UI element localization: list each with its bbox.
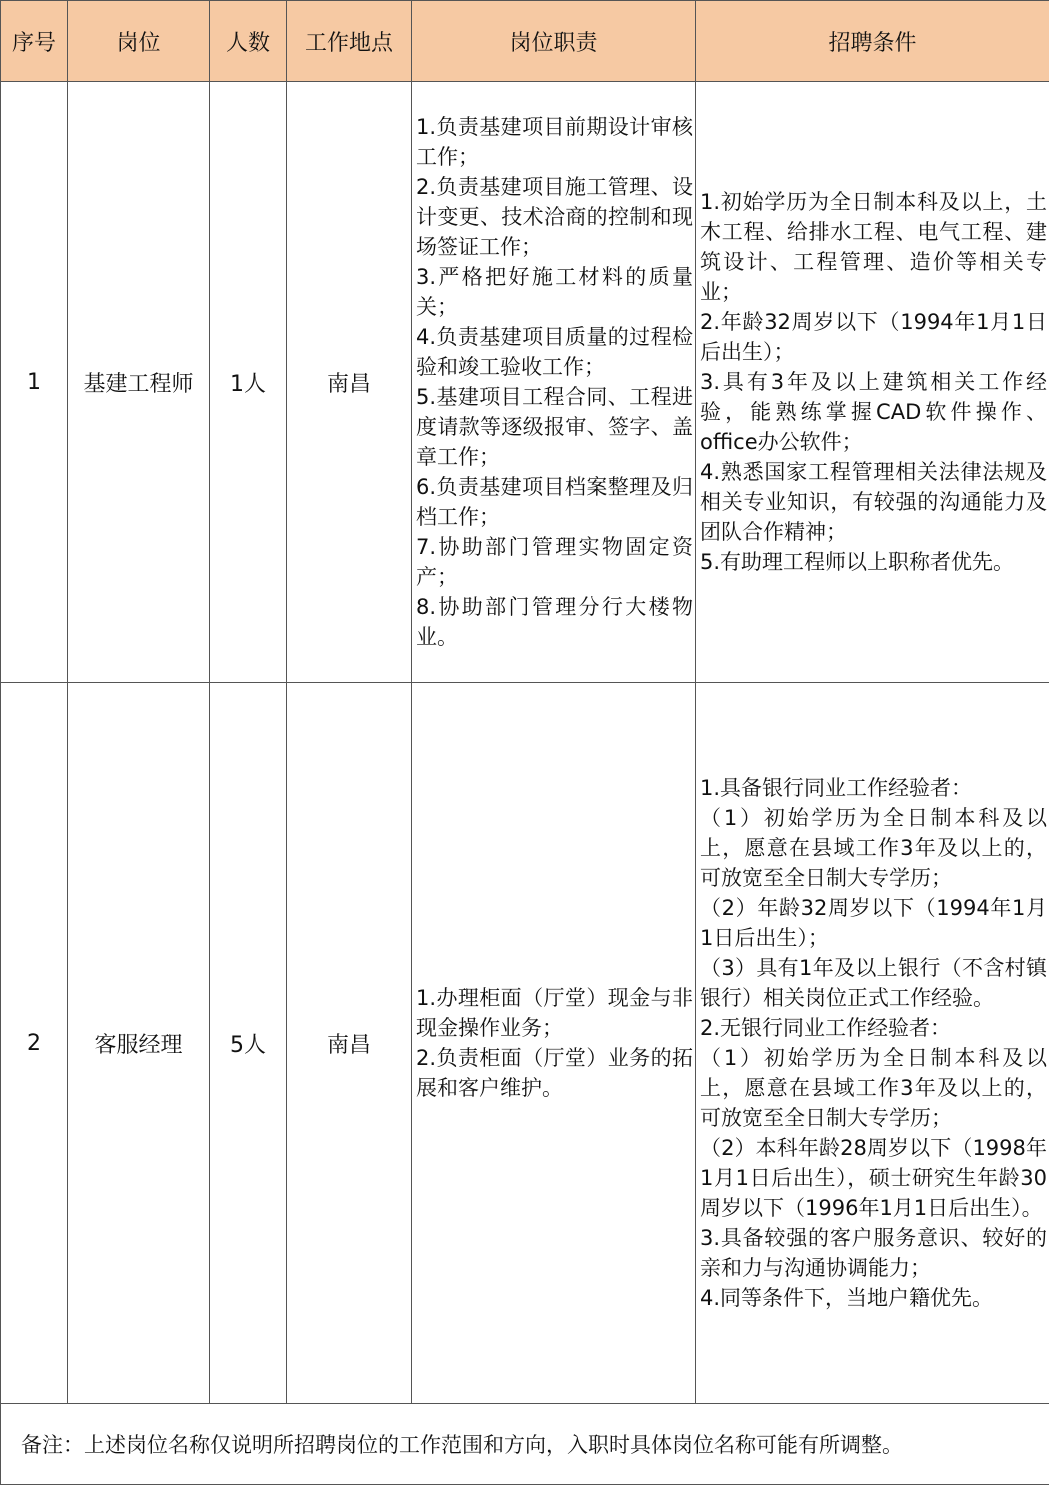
duty-item: 8.协助部门管理分行大楼物业。 (416, 592, 693, 652)
header-duties: 岗位职责 (412, 1, 696, 82)
duty-item: 2.负责柜面（厅堂）业务的拓展和客户维护。 (416, 1043, 693, 1103)
requirement-item: 4.熟悉国家工程管理相关法律法规及相关专业知识，有较强的沟通能力及团队合作精神； (700, 457, 1047, 547)
header-row (1, 1, 1049, 82)
duty-item: 7.协助部门管理实物固定资产； (416, 532, 693, 592)
duty-item: 1.办理柜面（厅堂）现金与非现金操作业务； (416, 983, 693, 1043)
duty-item: 2.负责基建项目施工管理、设计变更、技术洽商的控制和现场签证工作； (416, 172, 693, 262)
table-row (1, 82, 1049, 683)
requirement-item: 1.具备银行同业工作经验者： (700, 773, 1047, 803)
requirement-item: （2）年龄32周岁以下（1994年1月1日后出生）； (700, 893, 1047, 953)
row-position: 客服经理 (68, 683, 210, 1404)
row-duties (412, 683, 696, 1404)
row-count: 5人 (210, 683, 287, 1404)
row-location: 南昌 (287, 683, 412, 1404)
row-index: 2 (1, 683, 68, 1404)
requirement-item: 2.无银行同业工作经验者： (700, 1013, 1047, 1043)
header-count: 人数 (210, 1, 287, 82)
requirement-item: 3.具有3年及以上建筑相关工作经验，能熟练掌握CAD软件操作、office办公软件； (700, 367, 1047, 457)
requirement-item: （1）初始学历为全日制本科及以上，愿意在县域工作3年及以上的，可放宽至全日制大专学历； (700, 803, 1047, 893)
note-text: 备注：上述岗位名称仅说明所招聘岗位的工作范围和方向，入职时具体岗位名称可能有所调整。 (1, 1404, 1049, 1485)
row-requirements (696, 82, 1049, 683)
requirement-item: 3.具备较强的客户服务意识、较好的亲和力与沟通协调能力； (700, 1223, 1047, 1283)
requirement-item: （2）本科年龄28周岁以下（1998年1月1日后出生），硕士研究生年龄30周岁以下（1996年1月1日后出生）。 (700, 1133, 1047, 1223)
header-location: 工作地点 (287, 1, 412, 82)
requirement-item: 4.同等条件下，当地户籍优先。 (700, 1283, 1047, 1313)
duty-item: 4.负责基建项目质量的过程检验和竣工验收工作； (416, 322, 693, 382)
row-position: 基建工程师 (68, 82, 210, 683)
duty-item: 1.负责基建项目前期设计审核工作； (416, 112, 693, 172)
row-location: 南昌 (287, 82, 412, 683)
header-index: 序号 (1, 1, 68, 82)
row-count: 1人 (210, 82, 287, 683)
row-index: 1 (1, 82, 68, 683)
requirement-item: 2.年龄32周岁以下（1994年1月1日后出生）； (700, 307, 1047, 367)
row-duties (412, 82, 696, 683)
requirement-item: 5.有助理工程师以上职称者优先。 (700, 547, 1047, 577)
table-row (1, 683, 1049, 1404)
duty-item: 5.基建项目工程合同、工程进度请款等逐级报审、签字、盖章工作； (416, 382, 693, 472)
header-requirements: 招聘条件 (696, 1, 1049, 82)
note-row (1, 1404, 1049, 1485)
header-position: 岗位 (68, 1, 210, 82)
row-requirements (696, 683, 1049, 1404)
requirement-item: （3）具有1年及以上银行（不含村镇银行）相关岗位正式工作经验。 (700, 953, 1047, 1013)
requirement-item: （1）初始学历为全日制本科及以上，愿意在县域工作3年及以上的，可放宽至全日制大专学历； (700, 1043, 1047, 1133)
duty-item: 6.负责基建项目档案整理及归档工作； (416, 472, 693, 532)
duty-item: 3.严格把好施工材料的质量关； (416, 262, 693, 322)
requirement-item: 1.初始学历为全日制本科及以上，土木工程、给排水工程、电气工程、建筑设计、工程管理、造价等相关专业； (700, 187, 1047, 307)
